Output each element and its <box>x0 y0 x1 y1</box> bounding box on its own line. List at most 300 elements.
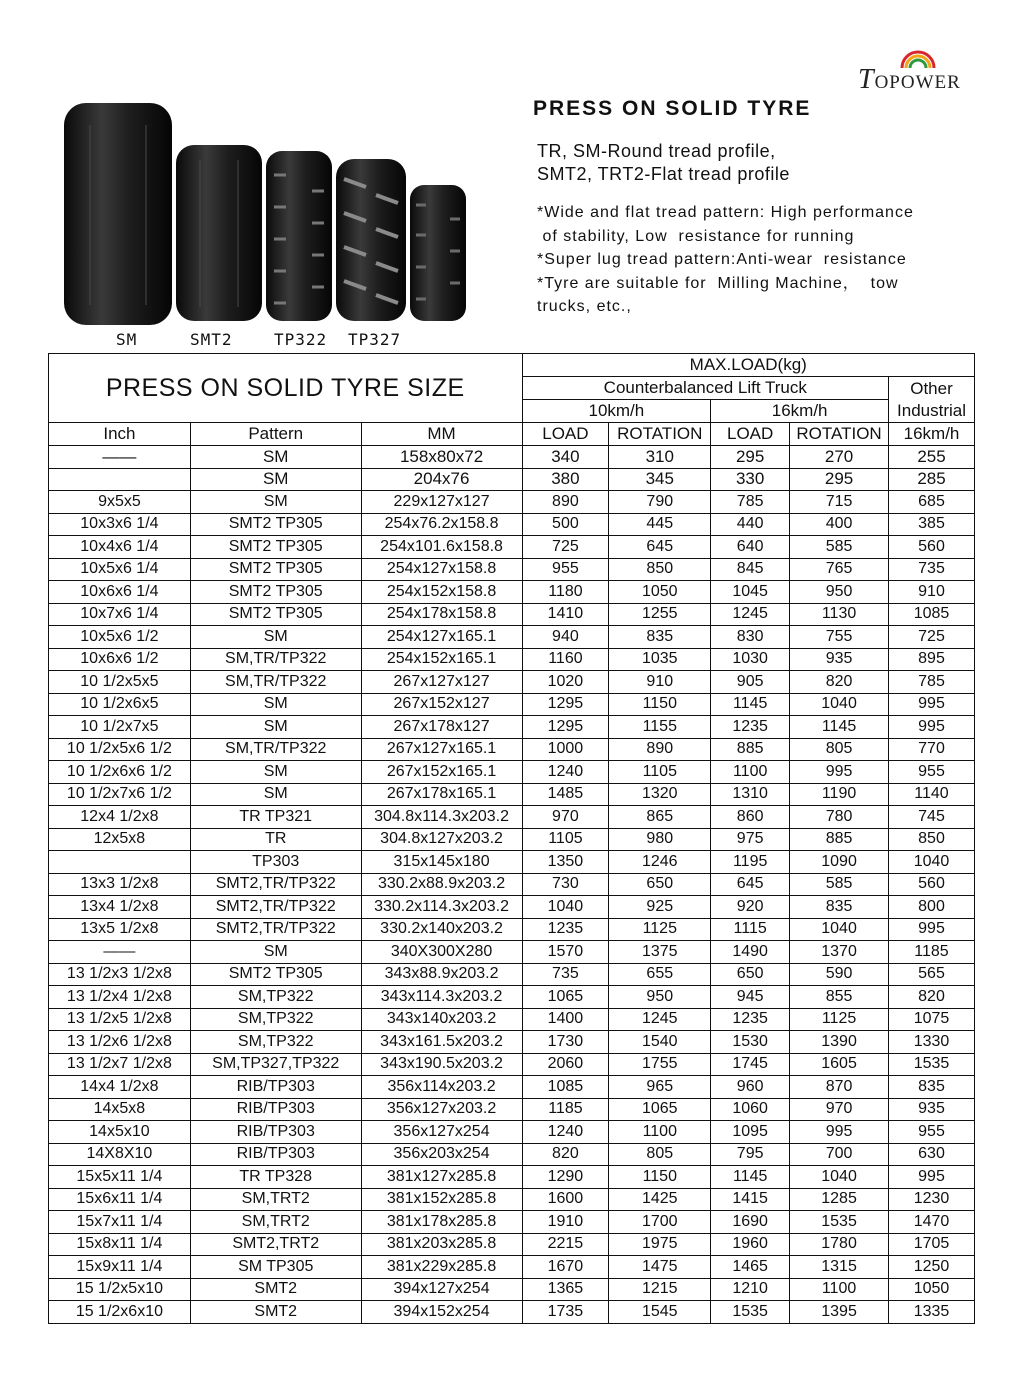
feature-list <box>537 201 914 319</box>
cell-rotation-10: 835 <box>609 626 711 649</box>
cell-load-16: 885 <box>711 738 790 761</box>
cell-rotation-16: 885 <box>790 828 889 851</box>
cell-load-16: 1530 <box>711 1031 790 1054</box>
cell-rotation-10: 1320 <box>609 783 711 806</box>
cell-inch: 12x5x8 <box>49 828 191 851</box>
cell-load-16: 1060 <box>711 1098 790 1121</box>
cell-load-10: 1240 <box>522 761 609 784</box>
cell-rotation-10: 850 <box>609 558 711 581</box>
table-row <box>49 1143 975 1166</box>
cell-other: 1335 <box>889 1301 975 1324</box>
table-row <box>49 806 975 829</box>
cell-other: 735 <box>889 558 975 581</box>
cell-rotation-16: 295 <box>790 468 889 491</box>
cell-mm: 343x140x203.2 <box>361 1008 522 1031</box>
table-row <box>49 986 975 1009</box>
profile-line: SMT2, TRT2-Flat tread profile <box>537 164 790 184</box>
cell-other: 820 <box>889 986 975 1009</box>
cell-other: 1250 <box>889 1256 975 1279</box>
cell-mm: 304.8x127x203.2 <box>361 828 522 851</box>
cell-rotation-10: 790 <box>609 491 711 514</box>
cell-load-10: 1365 <box>522 1278 609 1301</box>
cell-pattern: SM <box>190 626 361 649</box>
table-row <box>49 716 975 739</box>
cell-pattern: SMT2,TR/TP322 <box>190 896 361 919</box>
cell-rotation-10: 805 <box>609 1143 711 1166</box>
feature-line: of stability, Low resistance for running <box>537 227 855 245</box>
cell-other: 630 <box>889 1143 975 1166</box>
cell-other: 835 <box>889 1076 975 1099</box>
cell-rotation-10: 1125 <box>609 918 711 941</box>
cell-load-10: 735 <box>522 963 609 986</box>
cell-load-16: 1535 <box>711 1301 790 1324</box>
cell-mm: 394x127x254 <box>361 1278 522 1301</box>
cell-other: 895 <box>889 648 975 671</box>
cell-inch: 15x9x11 1/4 <box>49 1256 191 1279</box>
tyre-label-tp322: TP322 <box>274 330 328 349</box>
cell-load-16: 1235 <box>711 716 790 739</box>
cell-load-16: 295 <box>711 446 790 469</box>
cell-inch: 15x8x11 1/4 <box>49 1233 191 1256</box>
cell-mm: 356x127x254 <box>361 1121 522 1144</box>
cell-load-16: 785 <box>711 491 790 514</box>
cell-other: 785 <box>889 671 975 694</box>
table-body <box>49 446 975 1324</box>
cell-load-10: 970 <box>522 806 609 829</box>
tyre-label-smt2: SMT2 <box>190 330 233 349</box>
table-row <box>49 1098 975 1121</box>
cell-inch: 14x5x10 <box>49 1121 191 1144</box>
cell-other: 745 <box>889 806 975 829</box>
cell-rotation-16: 400 <box>790 513 889 536</box>
cell-rotation-16: 1040 <box>790 1166 889 1189</box>
cell-rotation-10: 1375 <box>609 941 711 964</box>
cell-inch: 10 1/2x6x5 <box>49 693 191 716</box>
cell-mm: 315x145x180 <box>361 851 522 874</box>
table-row <box>49 1166 975 1189</box>
cell-pattern: SMT2 <box>190 1278 361 1301</box>
cell-rotation-16: 780 <box>790 806 889 829</box>
speed-10-header: 10km/h <box>522 400 711 423</box>
cell-pattern: SMT2 TP305 <box>190 603 361 626</box>
cell-other: 560 <box>889 873 975 896</box>
cell-other: 1085 <box>889 603 975 626</box>
cell-rotation-10: 1215 <box>609 1278 711 1301</box>
cell-rotation-10: 650 <box>609 873 711 896</box>
counterbalanced-header: Counterbalanced Lift Truck <box>522 377 889 400</box>
cell-pattern: SM,TP322 <box>190 1008 361 1031</box>
cell-inch: 15x5x11 1/4 <box>49 1166 191 1189</box>
cell-load-10: 340 <box>522 446 609 469</box>
cell-other: 560 <box>889 536 975 559</box>
table-row <box>49 941 975 964</box>
cell-load-10: 725 <box>522 536 609 559</box>
cell-other: 995 <box>889 693 975 716</box>
cell-other: 1230 <box>889 1188 975 1211</box>
col-mm-header: MM <box>361 423 522 446</box>
tyre-product-photo <box>60 95 480 330</box>
cell-mm: 356x127x203.2 <box>361 1098 522 1121</box>
cell-other: 1330 <box>889 1031 975 1054</box>
col-rotation-10-header: ROTATION <box>609 423 711 446</box>
cell-rotation-16: 995 <box>790 1121 889 1144</box>
table-row <box>49 1031 975 1054</box>
cell-other: 1050 <box>889 1278 975 1301</box>
cell-rotation-16: 1370 <box>790 941 889 964</box>
cell-pattern: SM <box>190 693 361 716</box>
table-row <box>49 851 975 874</box>
table-row <box>49 783 975 806</box>
cell-load-16: 975 <box>711 828 790 851</box>
table-row <box>49 446 975 469</box>
cell-load-16: 860 <box>711 806 790 829</box>
table-row <box>49 1121 975 1144</box>
cell-inch: —— <box>49 446 191 469</box>
cell-other: 1535 <box>889 1053 975 1076</box>
cell-pattern: SMT2,TRT2 <box>190 1233 361 1256</box>
cell-inch <box>49 851 191 874</box>
cell-load-10: 1065 <box>522 986 609 1009</box>
cell-pattern: SM <box>190 761 361 784</box>
cell-load-16: 920 <box>711 896 790 919</box>
cell-inch: 10 1/2x7x6 1/2 <box>49 783 191 806</box>
feature-line: *Tyre are suitable for Milling Machine， tow <box>537 274 899 292</box>
page-title: PRESS ON SOLID TYRE <box>533 97 812 120</box>
cell-inch: 13 1/2x7 1/2x8 <box>49 1053 191 1076</box>
cell-mm: 254x152x165.1 <box>361 648 522 671</box>
cell-load-16: 640 <box>711 536 790 559</box>
cell-inch: 10x3x6 1/4 <box>49 513 191 536</box>
topower-logo <box>858 38 978 95</box>
cell-mm: 381x178x285.8 <box>361 1211 522 1234</box>
cell-load-16: 830 <box>711 626 790 649</box>
table-row <box>49 581 975 604</box>
cell-mm: 381x127x285.8 <box>361 1166 522 1189</box>
cell-mm: 267x152x127 <box>361 693 522 716</box>
cell-other: 725 <box>889 626 975 649</box>
cell-mm: 394x152x254 <box>361 1301 522 1324</box>
tyre-label-sm: SM <box>116 330 138 349</box>
table-title: PRESS ON SOLID TYRE SIZE <box>49 354 523 423</box>
cell-pattern: SM,TP322 <box>190 1031 361 1054</box>
tyre-small-icon <box>410 185 466 321</box>
cell-inch: 15x7x11 1/4 <box>49 1211 191 1234</box>
cell-load-16: 1245 <box>711 603 790 626</box>
cell-rotation-10: 1975 <box>609 1233 711 1256</box>
cell-mm: 254x127x165.1 <box>361 626 522 649</box>
cell-mm: 267x178x127 <box>361 716 522 739</box>
cell-mm: 254x127x158.8 <box>361 558 522 581</box>
table-row <box>49 513 975 536</box>
cell-rotation-10: 980 <box>609 828 711 851</box>
max-load-header: MAX.LOAD(kg) <box>522 354 975 377</box>
cell-rotation-10: 1755 <box>609 1053 711 1076</box>
cell-rotation-10: 645 <box>609 536 711 559</box>
table-row <box>49 918 975 941</box>
feature-line: *Wide and flat tread pattern: High performance <box>537 204 914 221</box>
cell-rotation-16: 590 <box>790 963 889 986</box>
tyre-tp327-icon <box>336 159 406 321</box>
cell-rotation-10: 925 <box>609 896 711 919</box>
cell-rotation-10: 965 <box>609 1076 711 1099</box>
cell-pattern: SM,TR/TP322 <box>190 738 361 761</box>
cell-pattern: SMT2 TP305 <box>190 558 361 581</box>
cell-other: 1705 <box>889 1233 975 1256</box>
cell-rotation-16: 935 <box>790 648 889 671</box>
brand-wordmark: TOPOWER <box>858 64 961 95</box>
feature-line: *Super lug tread pattern:Anti-wear resistance <box>537 251 907 268</box>
cell-pattern: TR <box>190 828 361 851</box>
cell-load-10: 1295 <box>522 716 609 739</box>
cell-load-10: 1000 <box>522 738 609 761</box>
cell-load-10: 940 <box>522 626 609 649</box>
col-pattern-header: Pattern <box>190 423 361 446</box>
table-row <box>49 873 975 896</box>
table-row <box>49 1278 975 1301</box>
cell-inch: 10x7x6 1/4 <box>49 603 191 626</box>
tread-profile-text <box>537 140 790 186</box>
cell-rotation-10: 1245 <box>609 1008 711 1031</box>
cell-inch: 10x5x6 1/4 <box>49 558 191 581</box>
cell-pattern: SM,TR/TP322 <box>190 648 361 671</box>
cell-other: 385 <box>889 513 975 536</box>
cell-inch: 10 1/2x5x6 1/2 <box>49 738 191 761</box>
cell-load-16: 1195 <box>711 851 790 874</box>
cell-mm: 340X300X280 <box>361 941 522 964</box>
cell-inch <box>49 468 191 491</box>
cell-rotation-16: 755 <box>790 626 889 649</box>
cell-other: 995 <box>889 1166 975 1189</box>
cell-pattern: RIB/TP303 <box>190 1076 361 1099</box>
cell-inch: 13 1/2x5 1/2x8 <box>49 1008 191 1031</box>
cell-inch: —— <box>49 941 191 964</box>
table-row <box>49 1211 975 1234</box>
cell-pattern: SM,TP322 <box>190 986 361 1009</box>
cell-load-10: 1185 <box>522 1098 609 1121</box>
cell-rotation-16: 1190 <box>790 783 889 806</box>
table-row <box>49 648 975 671</box>
table-row <box>49 738 975 761</box>
cell-mm: 267x127x127 <box>361 671 522 694</box>
cell-load-10: 1085 <box>522 1076 609 1099</box>
cell-load-16: 960 <box>711 1076 790 1099</box>
cell-load-16: 1465 <box>711 1256 790 1279</box>
cell-inch: 15x6x11 1/4 <box>49 1188 191 1211</box>
cell-rotation-10: 1065 <box>609 1098 711 1121</box>
cell-rotation-10: 1050 <box>609 581 711 604</box>
cell-rotation-10: 1540 <box>609 1031 711 1054</box>
cell-pattern: SM <box>190 446 361 469</box>
cell-rotation-10: 950 <box>609 986 711 1009</box>
cell-pattern: SM <box>190 716 361 739</box>
speed-16-header: 16km/h <box>711 400 889 423</box>
cell-load-10: 500 <box>522 513 609 536</box>
cell-rotation-16: 820 <box>790 671 889 694</box>
table-row <box>49 1188 975 1211</box>
cell-load-16: 1690 <box>711 1211 790 1234</box>
cell-load-10: 1570 <box>522 941 609 964</box>
cell-load-10: 1290 <box>522 1166 609 1189</box>
cell-pattern: SM,TR/TP322 <box>190 671 361 694</box>
cell-rotation-16: 950 <box>790 581 889 604</box>
cell-rotation-10: 1425 <box>609 1188 711 1211</box>
table-row <box>49 963 975 986</box>
cell-other: 685 <box>889 491 975 514</box>
cell-other: 995 <box>889 918 975 941</box>
cell-rotation-10: 1246 <box>609 851 711 874</box>
tyre-smt2-icon <box>176 145 262 321</box>
cell-load-16: 1960 <box>711 1233 790 1256</box>
cell-rotation-16: 1100 <box>790 1278 889 1301</box>
other-industrial-header: Other Industrial <box>889 377 975 423</box>
cell-mm: 254x76.2x158.8 <box>361 513 522 536</box>
table-row <box>49 896 975 919</box>
cell-other: 565 <box>889 963 975 986</box>
cell-rotation-10: 310 <box>609 446 711 469</box>
cell-inch: 13x4 1/2x8 <box>49 896 191 919</box>
cell-mm: 356x203x254 <box>361 1143 522 1166</box>
table-row <box>49 1008 975 1031</box>
cell-load-10: 1410 <box>522 603 609 626</box>
cell-inch: 13x5 1/2x8 <box>49 918 191 941</box>
cell-inch: 10x4x6 1/4 <box>49 536 191 559</box>
cell-load-10: 1400 <box>522 1008 609 1031</box>
cell-rotation-10: 445 <box>609 513 711 536</box>
table-row <box>49 828 975 851</box>
cell-pattern: SMT2,TR/TP322 <box>190 918 361 941</box>
cell-rotation-16: 835 <box>790 896 889 919</box>
cell-load-16: 645 <box>711 873 790 896</box>
table-row <box>49 1256 975 1279</box>
table-row <box>49 1233 975 1256</box>
cell-rotation-16: 1395 <box>790 1301 889 1324</box>
cell-load-16: 1100 <box>711 761 790 784</box>
cell-rotation-10: 1150 <box>609 693 711 716</box>
table-row <box>49 558 975 581</box>
cell-load-10: 2215 <box>522 1233 609 1256</box>
table-row <box>49 693 975 716</box>
cell-pattern: SM <box>190 783 361 806</box>
cell-mm: 254x101.6x158.8 <box>361 536 522 559</box>
cell-load-10: 1295 <box>522 693 609 716</box>
cell-pattern: SM,TP327,TP322 <box>190 1053 361 1076</box>
cell-load-10: 1040 <box>522 896 609 919</box>
cell-load-16: 905 <box>711 671 790 694</box>
cell-rotation-16: 1040 <box>790 693 889 716</box>
cell-load-10: 1485 <box>522 783 609 806</box>
cell-pattern: SM TP305 <box>190 1256 361 1279</box>
cell-rotation-16: 1780 <box>790 1233 889 1256</box>
cell-rotation-16: 1145 <box>790 716 889 739</box>
table-row <box>49 1053 975 1076</box>
cell-load-10: 1735 <box>522 1301 609 1324</box>
cell-load-16: 945 <box>711 986 790 1009</box>
cell-load-16: 330 <box>711 468 790 491</box>
cell-other: 1185 <box>889 941 975 964</box>
cell-inch: 15 1/2x5x10 <box>49 1278 191 1301</box>
cell-load-16: 1115 <box>711 918 790 941</box>
cell-mm: 330.2x88.9x203.2 <box>361 873 522 896</box>
cell-mm: 254x178x158.8 <box>361 603 522 626</box>
cell-mm: 343x114.3x203.2 <box>361 986 522 1009</box>
col-load-10-header: LOAD <box>522 423 609 446</box>
tyre-label-tp327: TP327 <box>348 330 402 349</box>
cell-load-10: 1910 <box>522 1211 609 1234</box>
cell-mm: 267x178x165.1 <box>361 783 522 806</box>
cell-rotation-16: 1285 <box>790 1188 889 1211</box>
cell-rotation-10: 1035 <box>609 648 711 671</box>
cell-inch: 14x4 1/2x8 <box>49 1076 191 1099</box>
cell-inch: 12x4 1/2x8 <box>49 806 191 829</box>
cell-load-10: 730 <box>522 873 609 896</box>
cell-inch: 13 1/2x3 1/2x8 <box>49 963 191 986</box>
cell-rotation-16: 1535 <box>790 1211 889 1234</box>
cell-rotation-16: 585 <box>790 536 889 559</box>
cell-pattern: SMT2 TP305 <box>190 581 361 604</box>
cell-other: 285 <box>889 468 975 491</box>
cell-mm: 204x76 <box>361 468 522 491</box>
cell-mm: 381x152x285.8 <box>361 1188 522 1211</box>
cell-pattern: RIB/TP303 <box>190 1098 361 1121</box>
cell-pattern: TR TP328 <box>190 1166 361 1189</box>
cell-pattern: SMT2,TR/TP322 <box>190 873 361 896</box>
cell-inch: 10x6x6 1/2 <box>49 648 191 671</box>
cell-load-16: 1030 <box>711 648 790 671</box>
cell-load-10: 890 <box>522 491 609 514</box>
cell-mm: 381x203x285.8 <box>361 1233 522 1256</box>
cell-load-10: 955 <box>522 558 609 581</box>
cell-load-10: 820 <box>522 1143 609 1166</box>
cell-rotation-16: 805 <box>790 738 889 761</box>
cell-other: 1470 <box>889 1211 975 1234</box>
cell-rotation-16: 270 <box>790 446 889 469</box>
table-row <box>49 468 975 491</box>
col-other-speed-header: 16km/h <box>889 423 975 446</box>
tyre-tp322-icon <box>266 151 332 321</box>
cell-rotation-10: 910 <box>609 671 711 694</box>
cell-mm: 229x127x127 <box>361 491 522 514</box>
cell-load-16: 1145 <box>711 693 790 716</box>
cell-load-16: 1745 <box>711 1053 790 1076</box>
cell-pattern: SMT2 TP305 <box>190 513 361 536</box>
cell-mm: 158x80x72 <box>361 446 522 469</box>
cell-load-16: 845 <box>711 558 790 581</box>
tyre-size-table <box>48 353 975 1324</box>
cell-mm: 267x127x165.1 <box>361 738 522 761</box>
cell-rotation-10: 865 <box>609 806 711 829</box>
cell-load-10: 1160 <box>522 648 609 671</box>
cell-inch: 13 1/2x4 1/2x8 <box>49 986 191 1009</box>
cell-rotation-10: 1150 <box>609 1166 711 1189</box>
cell-rotation-16: 1315 <box>790 1256 889 1279</box>
cell-inch: 10x6x6 1/4 <box>49 581 191 604</box>
cell-rotation-16: 715 <box>790 491 889 514</box>
cell-other: 910 <box>889 581 975 604</box>
cell-mm: 343x190.5x203.2 <box>361 1053 522 1076</box>
cell-pattern: SMT2 <box>190 1301 361 1324</box>
cell-load-10: 1105 <box>522 828 609 851</box>
table-row <box>49 1301 975 1324</box>
table-row <box>49 603 975 626</box>
cell-other: 770 <box>889 738 975 761</box>
cell-rotation-16: 1605 <box>790 1053 889 1076</box>
cell-other: 995 <box>889 716 975 739</box>
cell-inch: 10 1/2x5x5 <box>49 671 191 694</box>
cell-other: 955 <box>889 1121 975 1144</box>
cell-load-10: 2060 <box>522 1053 609 1076</box>
cell-rotation-10: 1475 <box>609 1256 711 1279</box>
cell-load-10: 1235 <box>522 918 609 941</box>
